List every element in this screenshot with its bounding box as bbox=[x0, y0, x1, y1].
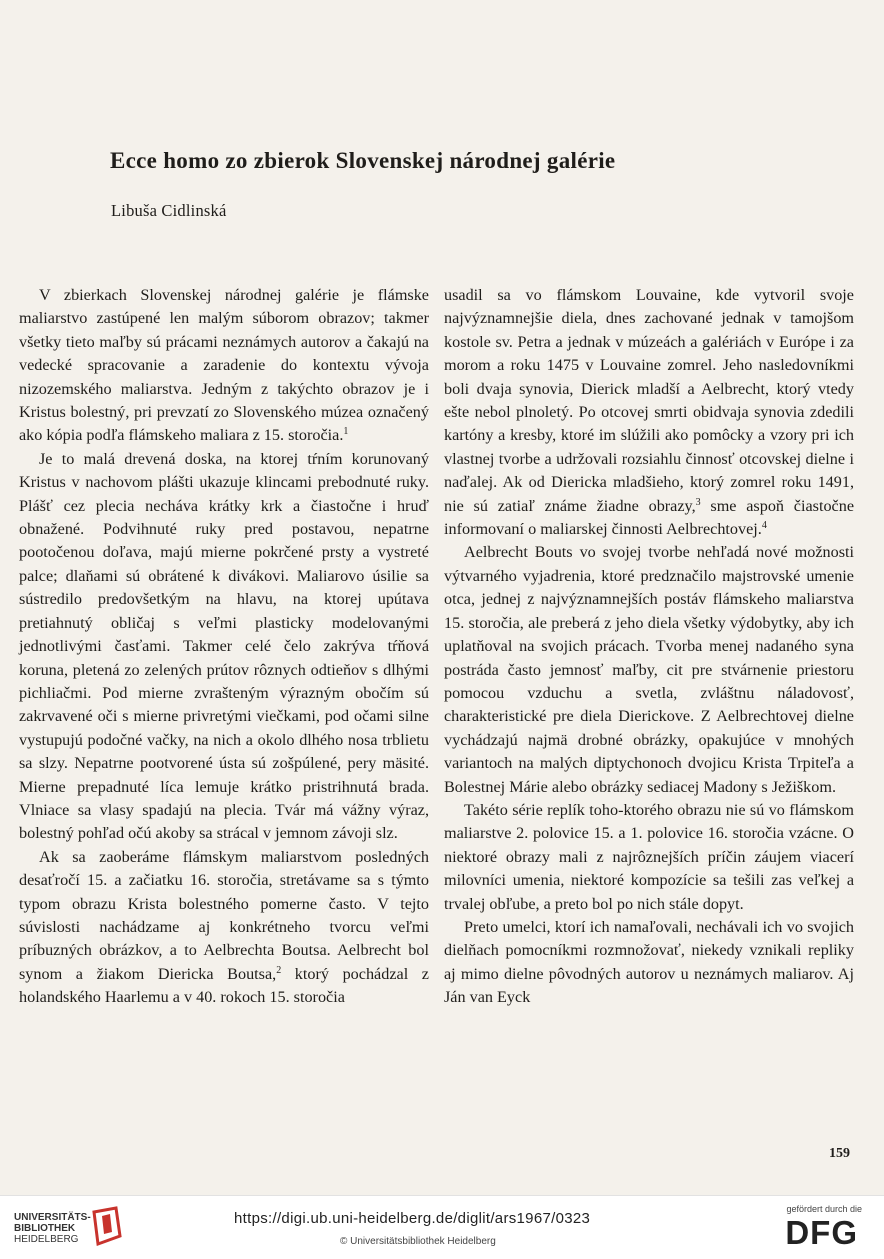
footnote-ref[interactable]: 2 bbox=[276, 964, 282, 976]
copyright-notice: © Universitätsbibliothek Heidelberg bbox=[340, 1236, 496, 1247]
article-title: Ecce homo zo zbierok Slovenskej národnej galérie bbox=[110, 148, 616, 173]
paragraph: V zbierkach Slovenskej národnej galérie je flámske maliarstvo zastúpené len malým súborom obrazov; takmer všetky tieto maľby sú prácami neznámych autorov a čakajú na vedecké spracovanie a zaradenie do kontextu vývoja nizozemského maliarstva. Jedným z takýchto obrazov je i Kristus bolestný, pri prevzatí zo Slovenského múzea označený ako kópia podľa flámskeho maliara z 15. storočia.$^1$ bbox=[19, 286, 429, 445]
paragraph: Ak sa zaoberáme flámskym maliarstvom posledných desaťročí 15. a začiatku 16. storočia, stretávame sa s týmto typom obrazu Krista bolestného pomerne často. V tejto súvislosti nachádzame aj konkrétneho tvorcu veľmi príbuzných obrázkov, a to Aelbrechta Boutsa. Aelbrecht bol synom a žiakom Diericka Boutsa,$^2$ ktorý pochádzal z holandského Haarlemu a v 40. rokoch 15. storočia bbox=[19, 847, 429, 1007]
right-column bbox=[444, 284, 854, 1010]
library-name-line: UNIVERSITÄTS- bbox=[14, 1212, 91, 1223]
page-number: 159 bbox=[829, 1146, 850, 1161]
dfg-logo[interactable]: DFG bbox=[785, 1214, 858, 1251]
library-name-line: HEIDELBERG bbox=[14, 1234, 79, 1245]
funding-label: gefördert durch die bbox=[786, 1204, 862, 1214]
paragraph: Je to malá drevená doska, na ktorej tŕním korunovaný Kristus v nachovom plášti ukazuje klincami prebodnuté ruky. Plášť cez plecia necháva krátky krk a čiastočne i hruď obnažené. Podvihnuté ruky pred postavou, nepatrne pootočenou doľava, majú mierne pokrčené prsty a vystreté palce; dlaňami sú obrátené k divákovi. Maliarovo úsilie sa sústredilo predovšetkým na hlavu, na ktorej upútava pretiahnutý obličaj s veľmi plasticky modelovanými jednotlivými časťami. Takmer celé čelo zakrýva tŕňová koruna, pletená zo zelených prútov rôznych odtieňov s dlhými pichliačmi. Pod mierne zvrašteným výrazným obočím sú zakrvavené oči s mierne privretými viečkami, pod očami silne vystupujú podočné vačky, na nich a okolo dlhého nosa trblietu sa slzy. Nepatrne pootvorené ústa sú zošpúlené, pery mäsité. Mierne prepadnuté líca lemuje krátko pristrihnutá brada. Vlniace sa vlasy spadajú na plecia. Tvár má vážny výraz, bolestný pohľad očú akoby sa strácal v jemnom závoji slz. bbox=[19, 449, 429, 843]
permalink-url[interactable]: https://digi.ub.uni-heidelberg.de/diglit/ars1967/0323 bbox=[234, 1210, 591, 1227]
paragraph: Takéto série replík toho-ktorého obrazu nie sú vo flámskom maliarstve 2. polovice 15. a 1. polovice 16. storočia vzácne. O niektoré obrazy mali z najrôznejších príčin záujem viacerí milovníci umenia, niektoré kompozície sa tešili zas veľkej a trvalej obľube, a preto bol po nich stále dopyt. bbox=[444, 800, 854, 913]
left-column bbox=[19, 284, 429, 1010]
footnote-ref[interactable]: 4 bbox=[761, 520, 767, 532]
library-logo[interactable] bbox=[14, 1212, 91, 1245]
paragraph: usadil sa vo flámskom Louvaine, kde vytvoril svoje najvýznamnejšie diela, dnes zachované jednak v tamojšom kostole sv. Petra a jednak v múzeách a galériách v Európe i za morom a roku 1475 v Louvaine zomrel. Jeho nasledovníkmi boli dvaja synovia, Dierick mladší a Aelbrecht, ktorý vtedy ešte nebol plnoletý. Po otcovej smrti obidvaja synovia zdedili kartóny a kresby, ktoré im slúžili ako pomôcky a vzory pri ich vlastnej tvorbe a udržovali rozsiahlu činnosť otcovskej dielne i naďalej. Ak od Diericka mladšieho, ktorý zomrel roku 1491, nie sú zatiaľ známe žiadne obrazy,$^3$ sme aspoň čiastočne informovaní o maliarskej činnosti Aelbrechtovej.$^4$ bbox=[444, 286, 854, 539]
paragraph: Preto umelci, ktorí ich namaľovali, nechávali ich vo svojich dielňach pomocníkmi rozmnožovať, niekedy vznikali repliky aj mimo dielne pôvodných autorov u neznámych maliarov. Aj Ján van Eyck bbox=[444, 917, 854, 1007]
viewer-footer bbox=[0, 1195, 884, 1259]
library-emblem-icon bbox=[90, 1206, 124, 1248]
paragraph: Aelbrecht Bouts vo svojej tvorbe nehľadá nové možnosti výtvarného vyjadrenia, ktoré predznačilo majstrovské umenie otca, jednej z najvýznamnejších postáv flámskeho maliarstva 15. storočia, ale preberá z jeho diela všetky výdobytky, aby ich uplatňoval na svojich prácach. Tvorba menej nadaného syna postráda často jemnosť maľby, cit pre stvárnenie priestoru pomocou vzduchu a svetla, zvláštnu náladovosť, charakteristické pre diela Dierickove. Z Aelbrechtovej dielne vychádzajú najmä drobné obrázky, opakujúce v mnohých variantoch na malých diptychonoch dvojicu Krista Trpiteľa a Bolestnej Márie alebo obrázky sediacej Madony s Ježiškom. bbox=[444, 543, 854, 796]
library-name-line: BIBLIOTHEK bbox=[14, 1223, 76, 1234]
footnote-ref[interactable]: 3 bbox=[695, 496, 701, 508]
article-author: Libuša Cidlinská bbox=[111, 201, 227, 220]
footnote-ref[interactable]: 1 bbox=[343, 426, 349, 438]
